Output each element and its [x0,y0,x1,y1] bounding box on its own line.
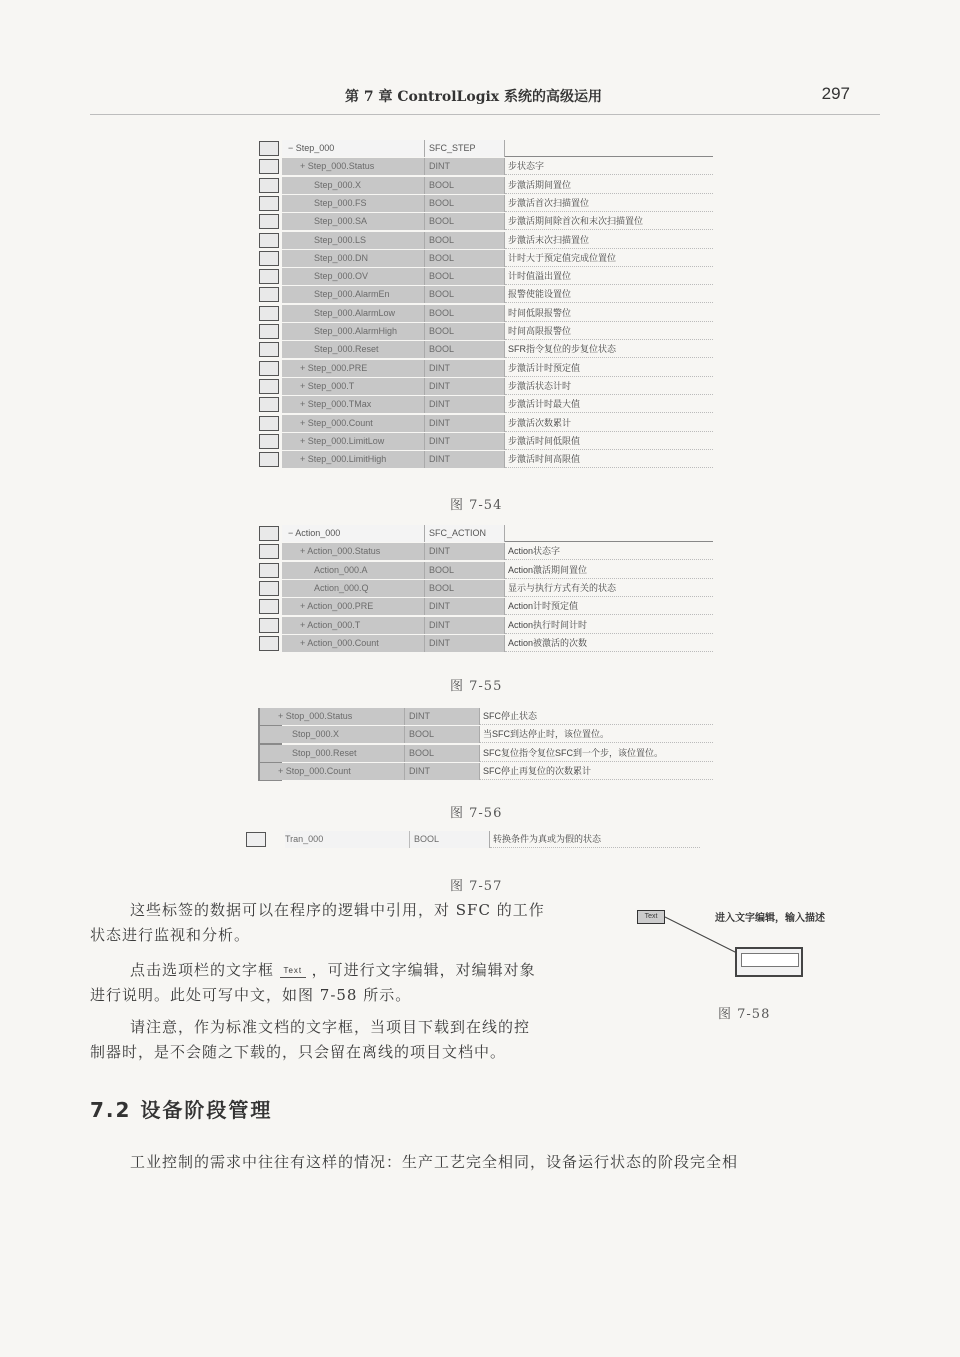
p2-text-b: ，可进行文字编辑，对编辑对象 [311,961,536,979]
tag-desc: 报警使能设置位 [505,286,713,303]
page-number: 297 [821,84,850,103]
tag-desc: 步激活期间除首次和末次扫描置位 [505,213,713,230]
tag-name: Step_000.AlarmLow [282,305,425,322]
tag-desc: 步激活期间置位 [505,177,713,194]
tag-desc: Action激活期间置位 [505,562,713,579]
tag-name: + Stop_000.Count [260,763,405,780]
tag-type: SFC_ACTION [425,525,505,542]
tag-desc: SFC停止状态 [480,708,713,725]
tag-desc: 步激活计时预定值 [505,360,713,377]
tag-desc: 步状态字 [505,158,713,175]
table-row [258,140,713,157]
tag-type: DINT [425,360,505,377]
row-selector[interactable] [259,636,279,651]
tag-desc: Action状态字 [505,543,713,560]
table-row [258,378,713,395]
tag-type: DINT [405,708,480,725]
row-selector[interactable] [259,251,279,266]
p3-line1: 请注意，作为标准文档的文字框，当项目下载到在线的控 [130,1018,531,1036]
tag-name: Stop_000.X [260,726,405,743]
fig-7-56-table [258,708,713,778]
tag-desc: 转换条件为真或为假的状态 [490,831,700,848]
row-selector[interactable] [259,416,279,431]
tag-desc: SFC复位指令复位SFC到一个步，该位置位。 [480,745,713,762]
tag-desc: 步激活状态计时 [505,378,713,395]
table-row [258,726,713,743]
tag-type: BOOL [425,195,505,212]
p1-line2: 状态进行监视和分析。 [90,926,251,944]
tag-name: Step_000.SA [282,213,425,230]
tag-desc: 计时大于预定值完成位置位 [505,250,713,267]
table-row [258,745,713,762]
tag-desc: 步激活首次扫描置位 [505,195,713,212]
tag-desc: SFC停止再复位的次数累计 [480,763,713,780]
tag-name: + Step_000.Status [282,158,425,175]
tag-name: + Action_000.PRE [282,598,425,615]
text-edit-field[interactable] [741,953,799,967]
tag-type: DINT [425,396,505,413]
tag-type: BOOL [425,341,505,358]
tag-type: BOOL [425,177,505,194]
fig-7-58-caption: 图 7-58 [718,1007,771,1022]
tag-desc [505,525,713,542]
fig-7-57-table [245,831,700,851]
table-row [258,305,713,322]
tag-desc: 显示与执行方式有关的状态 [505,580,713,597]
tag-name: Tran_000 [285,831,410,848]
table-row [258,360,713,377]
tag-type: BOOL [425,323,505,340]
tag-type: BOOL [425,268,505,285]
tag-desc: 步激活时间低限值 [505,433,713,450]
table-row [258,562,713,579]
fig-7-56-caption: 图 7-56 [450,806,503,821]
table-row [258,580,713,597]
tag-name: + Step_000.T [282,378,425,395]
tag-type: BOOL [425,213,505,230]
chapter-title: 第 7 章 ControlLogix 系统的高级运用 [345,89,603,105]
text-box-icon: Text [280,965,306,978]
tag-name: + Step_000.PRE [282,360,425,377]
table-row [258,158,713,175]
tag-name: Step_000.OV [282,268,425,285]
table-row [258,708,713,725]
tag-type: DINT [425,433,505,450]
page-header [90,84,880,115]
tag-name: Step_000.LS [282,232,425,249]
text-tool-button[interactable]: Text [637,910,665,924]
tag-name: + Step_000.TMax [282,396,425,413]
row-selector[interactable] [259,452,279,467]
row-selector[interactable] [259,324,279,339]
tag-desc [505,140,713,157]
row-selector[interactable] [259,233,279,248]
tag-type: DINT [425,543,505,560]
tag-type: BOOL [425,232,505,249]
tag-type: DINT [425,617,505,634]
row-selector[interactable] [259,342,279,357]
fig-7-55-caption: 图 7-55 [450,679,503,694]
tag-name: Action_000.A [282,562,425,579]
tag-type: DINT [425,598,505,615]
table-row [258,763,713,780]
tag-name: + Stop_000.Status [260,708,405,725]
row-selector[interactable] [259,434,279,449]
tag-type: BOOL [425,580,505,597]
section-heading: 7.2 设备阶段管理 [90,1098,273,1122]
row-selector[interactable] [259,269,279,284]
p1-line1: 这些标签的数据可以在程序的逻辑中引用，对 SFC 的工作 [130,901,545,919]
tag-desc: 步激活次数累计 [505,415,713,432]
table-row [258,268,713,285]
row-selector[interactable] [246,832,266,847]
tag-desc: SFR指令复位的步复位状态 [505,341,713,358]
row-selector[interactable] [259,379,279,394]
tag-name: − Action_000 [282,525,425,542]
paragraph-3 [90,1015,630,1065]
tag-name: + Step_000.LimitLow [282,433,425,450]
tag-desc: 当SFC到达停止时，该位置位。 [480,726,713,743]
row-selector[interactable] [259,618,279,633]
tag-desc: 步激活计时最大值 [505,396,713,413]
tag-type: DINT [425,415,505,432]
row-selector[interactable] [259,563,279,578]
p2-text-a: 点击选项栏的文字框 [130,961,275,979]
tag-name: + Action_000.Count [282,635,425,652]
fig-7-54-table [258,140,713,470]
tag-name: Stop_000.Reset [260,745,405,762]
tag-desc: Action执行时间计时 [505,617,713,634]
table-row [245,831,700,848]
row-selector[interactable] [259,141,279,156]
row-selector[interactable] [259,196,279,211]
table-row [258,635,713,652]
p2-line1 [90,958,630,983]
paragraph-4: 工业控制的需求中往往有这样的情况：生产工艺完全相同，设备运行状态的阶段完全相 [130,1153,739,1171]
row-selector[interactable] [259,599,279,614]
table-row [258,323,713,340]
tag-type: DINT [425,158,505,175]
tag-name: − Step_000 [282,140,425,157]
tag-name: Step_000.AlarmEn [282,286,425,303]
table-row [258,525,713,542]
p2-line2: 进行说明。此处可写中文，如图 7-58 所示。 [90,986,412,1004]
tag-name: + Step_000.LimitHigh [282,451,425,468]
row-selector[interactable] [259,544,279,559]
tag-desc: 计时值溢出置位 [505,268,713,285]
tag-desc: 时间低限报警位 [505,305,713,322]
row-selector[interactable] [259,361,279,376]
tag-type: BOOL [425,250,505,267]
tag-type: BOOL [405,726,480,743]
row-selector[interactable] [259,526,279,541]
table-row [258,396,713,413]
row-selector[interactable] [259,178,279,193]
table-row [258,286,713,303]
tag-desc: 步激活时间高限值 [505,451,713,468]
table-row [258,415,713,432]
table-row [258,433,713,450]
paragraph-2 [90,958,630,1008]
tag-type: BOOL [425,562,505,579]
fig-7-55-table [258,525,713,655]
tag-type: DINT [425,635,505,652]
tag-name: + Step_000.Count [282,415,425,432]
table-row [258,341,713,358]
table-row [258,543,713,560]
fig-7-58 [635,905,875,985]
tag-desc: Action计时预定值 [505,598,713,615]
tag-type: BOOL [410,831,490,848]
tag-name: + Action_000.T [282,617,425,634]
table-row [258,250,713,267]
table-row [258,451,713,468]
tag-type: BOOL [425,305,505,322]
tag-name: Action_000.Q [282,580,425,597]
tag-desc: 步激活末次扫描置位 [505,232,713,249]
row-selector[interactable] [259,214,279,229]
tag-type: DINT [425,378,505,395]
table-row [258,195,713,212]
row-selector[interactable] [259,397,279,412]
table-row [258,213,713,230]
fig-7-57-caption: 图 7-57 [450,879,503,894]
fig-7-54-caption: 图 7-54 [450,498,503,513]
p3-line2: 制器时，是不会随之下载的，只会留在离线的项目文档中。 [90,1043,507,1061]
tag-name: Step_000.FS [282,195,425,212]
fig-7-58-note: 进入文字编辑，输入描述 [715,913,825,924]
row-selector[interactable] [259,159,279,174]
text-edit-box[interactable] [735,947,803,977]
tag-type: BOOL [405,745,480,762]
tag-name: Step_000.DN [282,250,425,267]
tag-type: SFC_STEP [425,140,505,157]
table-row [258,617,713,634]
tag-desc: 时间高限报警位 [505,323,713,340]
row-selector[interactable] [259,287,279,302]
tag-type: DINT [425,451,505,468]
paragraph-1 [90,898,630,948]
row-selector[interactable] [259,306,279,321]
tag-name: Step_000.Reset [282,341,425,358]
tag-type: BOOL [425,286,505,303]
table-row [258,598,713,615]
table-row [258,177,713,194]
row-selector[interactable] [259,581,279,596]
tag-type: DINT [405,763,480,780]
tag-name: Step_000.X [282,177,425,194]
tag-name: + Action_000.Status [282,543,425,560]
table-row [258,232,713,249]
tag-name: Step_000.AlarmHigh [282,323,425,340]
tag-desc: Action被激活的次数 [505,635,713,652]
